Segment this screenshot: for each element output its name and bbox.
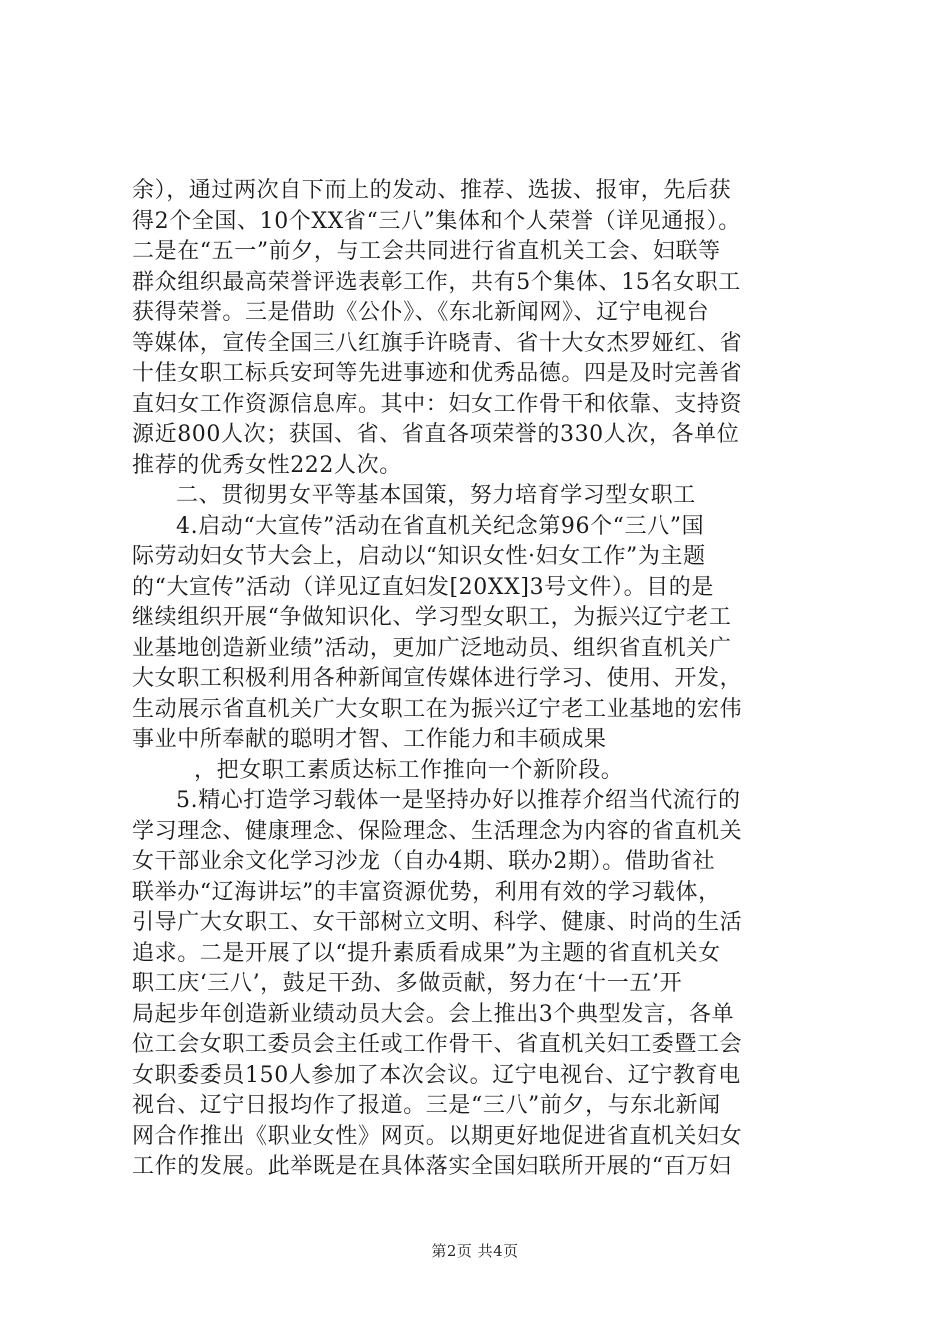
text-line: 生动展示省直机关广大女职工在为振兴辽宁老工业基地的宏伟 [132, 696, 743, 722]
text-line: 职工庆‘三八’，鼓足干劲、多做贡献，努力在‘十一五’开 [132, 971, 683, 996]
text-line: 的“大宣传”活动（详见辽直妇发[20XX]3号文件）。目的是 [132, 574, 714, 600]
text-line: 工作的发展。此举既是在具体落实全国妇联所开展的“百万妇 [132, 1154, 732, 1179]
text-line: 视台、辽宁日报均作了报道。三是“三八”前夕，与东北新闻 [132, 1093, 721, 1118]
text-line: 事业中所奉献的聪明才智、工作能力和丰硕成果 [132, 727, 607, 752]
text-line: 二是在“五一”前夕，与工会共同进行省直机关工会、妇联等 [132, 239, 721, 264]
text-line: 十佳女职工标兵安珂等先进事迹和优秀品德。四是及时完善省 [132, 361, 743, 386]
text-line: 源近800人次；获国、省、省直各项荣誉的330人次，各单位 [132, 422, 740, 447]
text-line: 继续组织开展“争做知识化、学习型女职工，为振兴辽宁老工 [132, 605, 732, 630]
paragraph-start: 4.启动“大宣传”活动在省直机关纪念第96个“三八”国 [176, 513, 705, 539]
text-line: 网合作推出《职业女性》网页。以期更好地促进省直机关妇女 [132, 1123, 743, 1149]
text-line: 推荐的优秀女性222人次。 [132, 452, 402, 478]
text-line: 女干部业余文化学习沙龙（自办4期、联办2期）。借助省社 [132, 849, 716, 874]
text-line: 得2个全国、10个XX省“三八”集体和个人荣誉（详见通报）。 [132, 208, 741, 234]
text-line: 位工会女职工委员会主任或工作骨干、省直机关妇工委暨工会 [132, 1032, 743, 1057]
document-body [132, 176, 832, 1183]
text-line: 业基地创造新业绩”活动，更加广泛地动员、组织省直机关广 [132, 635, 732, 661]
text-line: 余），通过两次自下而上的发动、推荐、选拔、报审，先后获 [132, 178, 732, 203]
section-heading: 二、贯彻男女平等基本国策，努力培育学习型女职工 [176, 483, 696, 508]
text-line: 局起步年创造新业绩动员大会。会上推出3个典型发言，各单 [132, 1001, 735, 1027]
text-line: 女职委委员150人参加了本次会议。辽宁电视台、辽宁教育电 [132, 1062, 741, 1088]
page-number-footer: 第2页 共4页 [431, 1242, 519, 1260]
text-line: 等媒体，宣传全国三八红旗手许晓青、省十大女杰罗娅红、省 [132, 330, 743, 356]
text-line: 际劳动妇女节大会上，启动以“知识女性·妇女工作”为主题 [132, 544, 706, 569]
text-line: 学习理念、健康理念、保险理念、生活理念为内容的省直机关 [132, 818, 743, 844]
text-line: 引导广大女职工、女干部树立文明、科学、健康、时尚的生活 [132, 910, 743, 935]
paragraph-start: 5.精心打造学习载体一是坚持办好以推荐介绍当代流行的 [176, 788, 741, 813]
text-line: 群众组织最高荣誉评选表彰工作，共有5个集体、15名女职工 [132, 269, 741, 295]
text-line: ，把女职工素质达标工作推向一个新阶段。 [194, 757, 624, 783]
text-line: 追求。二是开展了以“提升素质看成果”为主题的省直机关女 [132, 940, 721, 966]
text-line: 直妇女工作资源信息库。其中：妇女工作骨干和依靠、支持资 [132, 391, 743, 417]
text-line: 联举办“辽海讲坛”的丰富资源优势，利用有效的学习载体， [132, 879, 721, 905]
text-line: 大女职工积极利用各种新闻宣传媒体进行学习、使用、开发， [132, 666, 743, 691]
text-line: 获得荣誉。三是借助《公仆》、《东北新闻网》、辽宁电视台 [132, 300, 710, 325]
